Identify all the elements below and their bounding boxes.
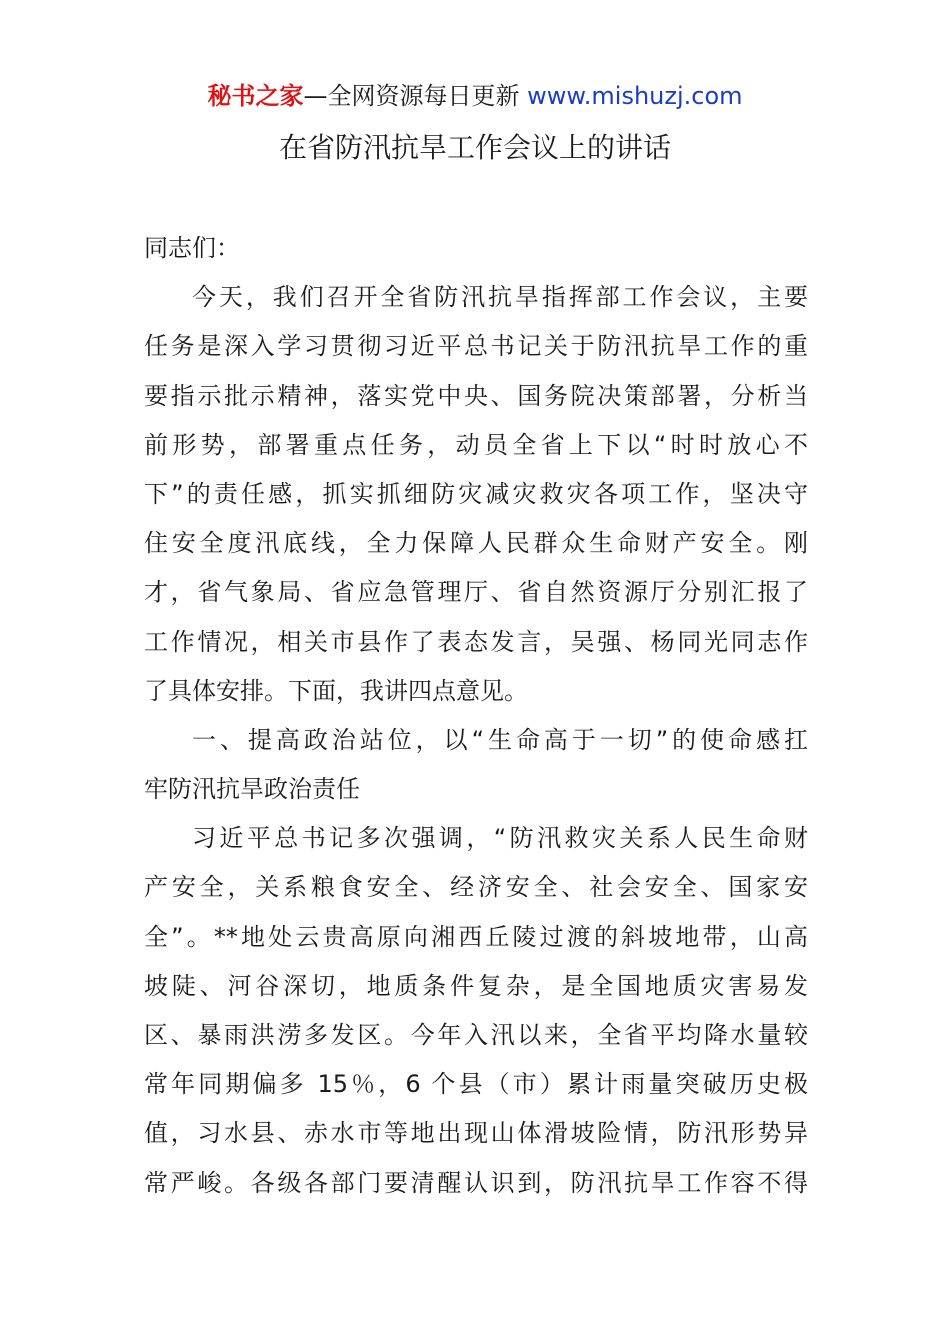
paragraph-line: 工作情况，相关市县作了表态发言，吴强、杨同光同志作: [144, 627, 808, 656]
document-title: 在省防汛抗旱工作会议上的讲话: [278, 131, 671, 164]
paragraph-line: 常严峻。各级各部门要清醒认识到，防汛抗旱工作容不得: [144, 1168, 808, 1197]
section-heading-line: 牢防汛抗旱政治责任: [144, 775, 360, 804]
paragraph-line: 下”的责任感，抓实抓细防灾减灾救灾各项工作，坚决守: [144, 479, 808, 508]
paragraph-line: 区、暴雨洪涝多发区。今年入汛以来，全省平均降水量较: [144, 1021, 808, 1049]
salutation-line: 同志们：: [144, 234, 240, 262]
paragraph-line: 住安全度汛底线，全力保障人民群众生命财产安全。刚: [144, 529, 808, 558]
paragraph-line: 前形势，部署重点任务，动员全省上下以“时时放心不: [144, 430, 808, 459]
paragraph-line: 任务是深入学习贯彻习近平总书记关于防汛抗旱工作的重: [144, 332, 808, 361]
paragraph-line: 常年同期偏多 15％，6 个县（市）累计雨量突破历史极: [144, 1070, 808, 1099]
paragraph-line: 产安全，关系粮食安全、经济安全、社会安全、国家安: [144, 873, 808, 902]
paragraph-line: 值，习水县、赤水市等地出现山体滑坡险情，防汛形势异: [144, 1119, 808, 1148]
paragraph-line: 全”。**地处云贵高原向湘西丘陵过渡的斜坡地带，山高: [144, 922, 808, 951]
paragraph-line: 了具体安排。下面，我讲四点意见。: [144, 676, 528, 705]
paragraph-line: 习近平总书记多次强调，“防汛救灾关系人民生命财: [192, 824, 808, 853]
site-url[interactable]: www.mishuzj.com: [527, 82, 743, 110]
section-heading-line: 一、提高政治站位，以“生命高于一切”的使命感扛: [192, 725, 808, 754]
paragraph-line: 才，省气象局、省应急管理厅、省自然资源厅分别汇报了: [144, 578, 808, 607]
paragraph-line: 今天，我们召开全省防汛抗旱指挥部工作会议，主要: [192, 283, 808, 312]
site-header: [0, 80, 950, 112]
paragraph-line: 要指示批示精神，落实党中央、国务院决策部署，分析当: [144, 381, 808, 410]
site-tagline: —全网资源每日更新: [303, 82, 520, 110]
site-brand: 秘书之家: [207, 82, 304, 110]
paragraph-line: 坡陡、河谷深切，地质条件复杂，是全国地质灾害易发: [144, 971, 808, 1000]
document-body: [144, 224, 808, 1208]
